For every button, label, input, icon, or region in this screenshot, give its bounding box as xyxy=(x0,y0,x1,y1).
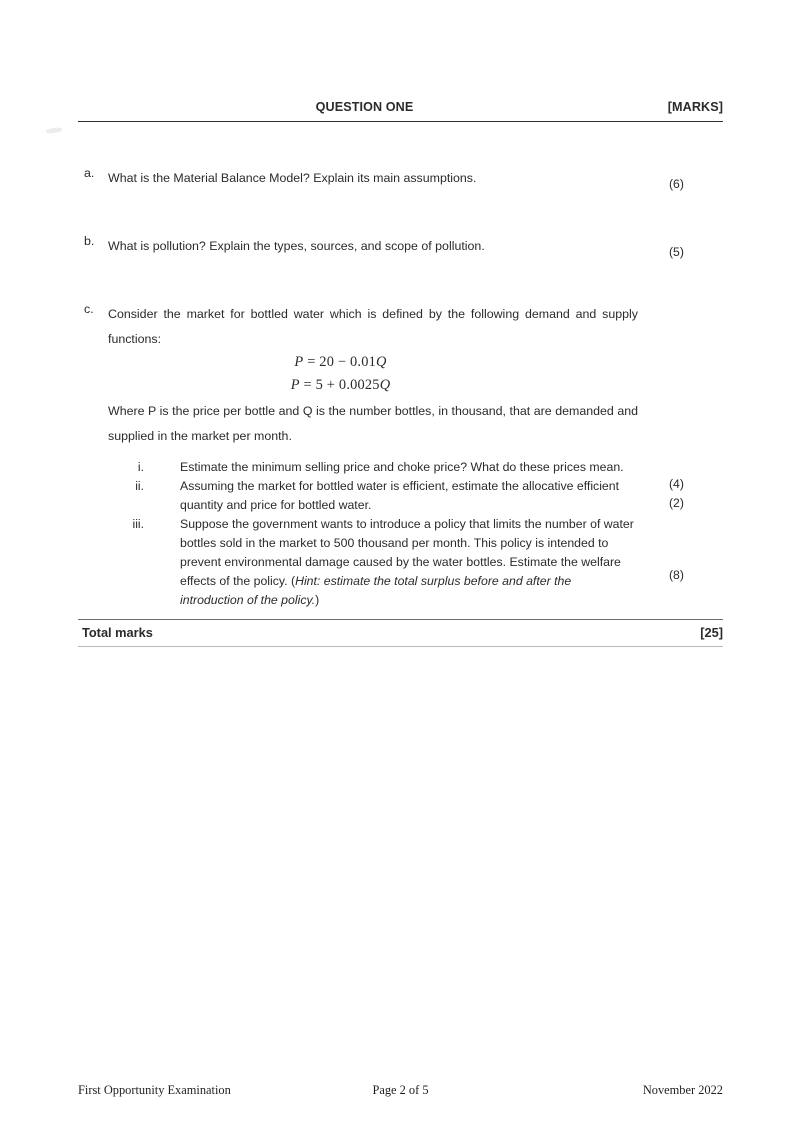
sub-question-text-i: Estimate the minimum selling price and choke price? What do these prices mean. xyxy=(180,459,624,474)
equation-demand xyxy=(78,351,723,374)
sub-question-iii-close: ) xyxy=(315,593,320,608)
sheet-header xyxy=(78,100,723,119)
spacer-a-b xyxy=(78,190,723,234)
sub-question-marks-ii: (2) xyxy=(669,495,684,510)
total-marks-row xyxy=(78,620,723,646)
question-item-a xyxy=(78,166,723,190)
equation-supply-body: = 5 + 0.0025 xyxy=(299,377,380,394)
question-marker-c: c. xyxy=(84,302,94,317)
question-c-note xyxy=(78,399,723,447)
question-c-note-text: Where P is the price per bottle and Q is the number bottles, in thousand, that are demanded and supplied in the market per month. xyxy=(108,404,638,443)
total-marks-value: [25] xyxy=(700,625,723,641)
total-marks-label: Total marks xyxy=(82,625,153,641)
equation-supply-variable-q: Q xyxy=(379,377,391,394)
marks-column-header: [MARKS] xyxy=(667,100,723,114)
question-marks-b: (5) xyxy=(669,245,684,260)
question-item-b xyxy=(78,234,723,258)
question-text-a: What is the Material Balance Model? Explain its main assumptions. xyxy=(108,171,477,185)
question-marks-a: (6) xyxy=(669,177,684,191)
sub-question-marker-iii: iii. xyxy=(132,516,144,531)
equation-demand-body: = 20 − 0.01 xyxy=(303,353,376,370)
sub-question-marks-iii: (8) xyxy=(669,567,684,582)
question-item-c xyxy=(78,302,723,350)
sub-question-text-ii: Assuming the market for bottled water is efficient, estimate the allocative efficient quantity and price for bottled water. xyxy=(180,478,620,512)
question-text-b: What is pollution? Explain the types, sources, and scope of pollution. xyxy=(108,239,485,254)
footer-page-number: Page 2 of 5 xyxy=(372,1083,429,1097)
total-divider-bottom xyxy=(78,646,723,647)
question-marker-b: b. xyxy=(84,234,95,249)
scan-artifact xyxy=(46,127,63,134)
sub-question-iii xyxy=(78,515,723,610)
equation-demand-variable-q: Q xyxy=(376,353,387,370)
equation-demand-variable-p: P xyxy=(294,353,304,370)
question-marker-a: a. xyxy=(84,166,95,180)
sub-question-marker-i: i. xyxy=(137,459,144,474)
spacer-b-c xyxy=(78,258,723,302)
sub-question-iii-main: Suppose the government wants to introduce a policy that limits the number of water bottles sold in the market to 500 thousand per month. This policy is intended to prevent environmental damage caused by the water bottles. Estimate the welfare effects of the policy. ( xyxy=(180,516,634,589)
footer-exam-name: First Opportunity Examination xyxy=(78,1083,231,1097)
sub-question-ii xyxy=(78,477,723,515)
total-marks-section xyxy=(78,619,723,647)
question-text-c-intro: Consider the market for bottled water which is defined by the following demand and supply functions: xyxy=(108,307,638,346)
sub-question-list xyxy=(78,458,723,610)
spacer-after-header xyxy=(78,122,723,166)
sub-question-marker-ii: ii. xyxy=(135,478,144,493)
page-title: QUESTION ONE xyxy=(315,100,414,114)
footer-date: November 2022 xyxy=(642,1083,723,1097)
equation-supply xyxy=(78,374,723,397)
page-footer xyxy=(78,1083,723,1099)
sub-question-text-iii xyxy=(180,515,723,610)
sub-question-marks-i: (4) xyxy=(669,476,684,491)
equation-supply-variable-p: P xyxy=(290,377,300,394)
sub-question-iii-hint: Hint: estimate the total surplus before and after the introduction of the policy. xyxy=(180,574,572,608)
question-sheet xyxy=(78,100,723,647)
